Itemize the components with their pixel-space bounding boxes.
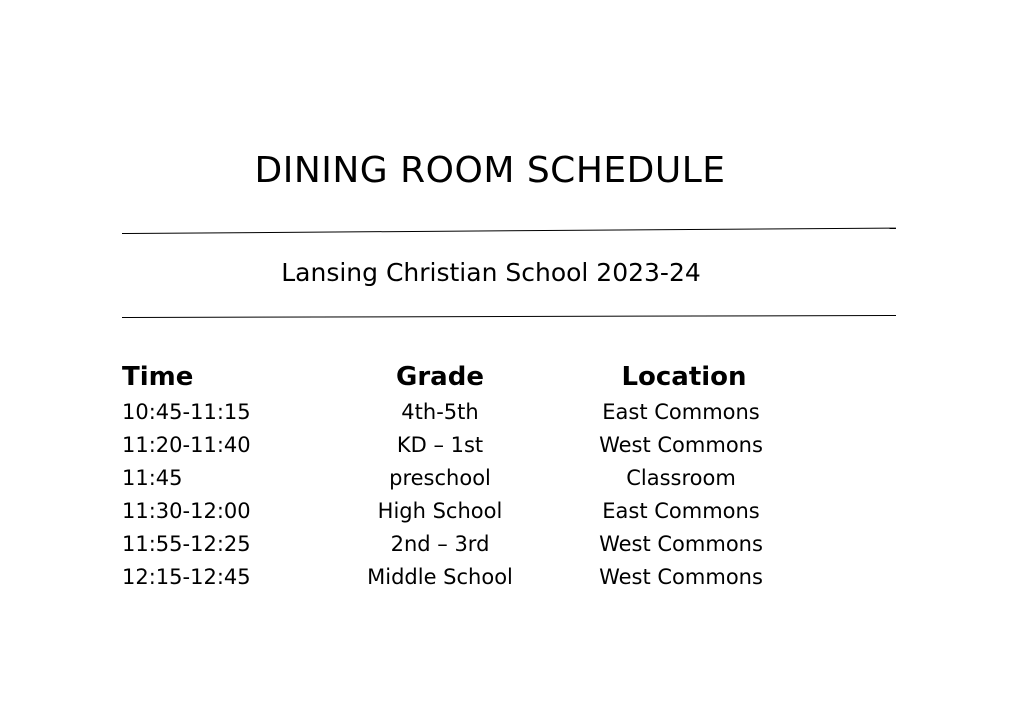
table-row bbox=[0, 499, 1024, 532]
time-cell: 11:20-11:40 bbox=[122, 433, 251, 457]
grade-cell: 2nd – 3rd bbox=[390, 532, 490, 556]
table-header-row bbox=[0, 362, 1024, 400]
grade-cell: Middle School bbox=[367, 565, 513, 589]
time-cell: 11:30-12:00 bbox=[122, 499, 251, 523]
location-cell: East Commons bbox=[602, 400, 760, 424]
page-subtitle: Lansing Christian School 2023-24 bbox=[281, 258, 701, 287]
schedule-table bbox=[0, 362, 1024, 598]
time-cell: 10:45-11:15 bbox=[122, 400, 251, 424]
location-cell: West Commons bbox=[599, 433, 763, 457]
grade-cell: KD – 1st bbox=[396, 433, 484, 457]
location-cell: West Commons bbox=[599, 565, 763, 589]
location-cell: Classroom bbox=[626, 466, 736, 490]
grade-cell: High School bbox=[377, 499, 503, 523]
header-time: Time bbox=[122, 362, 194, 392]
page-title: DINING ROOM SCHEDULE bbox=[254, 150, 726, 191]
grade-cell: preschool bbox=[389, 466, 491, 490]
top-divider bbox=[122, 228, 896, 234]
table-row bbox=[0, 532, 1024, 565]
location-cell: West Commons bbox=[599, 532, 763, 556]
table-row bbox=[0, 400, 1024, 433]
time-cell: 11:45 bbox=[122, 466, 183, 490]
table-row bbox=[0, 565, 1024, 598]
time-cell: 12:15-12:45 bbox=[122, 565, 251, 589]
table-row bbox=[0, 433, 1024, 466]
grade-cell: 4th-5th bbox=[401, 400, 479, 424]
bottom-divider bbox=[122, 315, 896, 318]
table-row bbox=[0, 466, 1024, 499]
header-grade: Grade bbox=[396, 362, 484, 392]
header-location: Location bbox=[621, 362, 747, 392]
location-cell: East Commons bbox=[602, 499, 760, 523]
time-cell: 11:55-12:25 bbox=[122, 532, 251, 556]
